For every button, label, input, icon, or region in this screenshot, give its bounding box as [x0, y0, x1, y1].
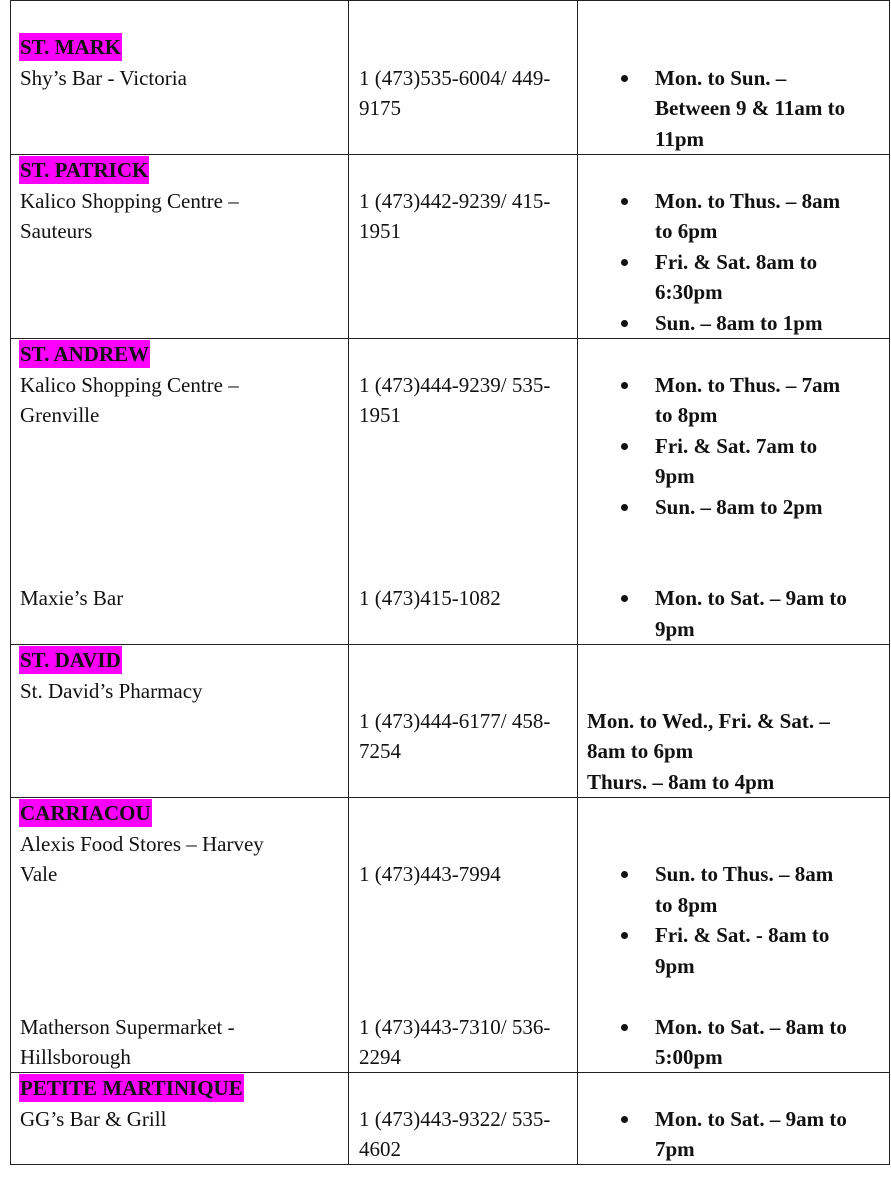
hours-text: Mon. to Sat. – 8am to: [655, 1015, 847, 1039]
vendor-name: Vale: [20, 862, 58, 886]
hours-text: Fri. & Sat. 7am to: [655, 434, 818, 458]
table-rule: [10, 1164, 890, 1165]
vendor-name: Hillsborough: [20, 1045, 131, 1069]
bullet-icon: [621, 1024, 628, 1031]
bullet-icon: [621, 75, 628, 82]
bullet-icon: [621, 871, 628, 878]
table-rule: [10, 644, 890, 645]
bullet-icon: [621, 382, 628, 389]
hours-text: 9pm: [655, 954, 695, 978]
bullet-icon: [621, 198, 628, 205]
bullet-icon: [621, 1116, 628, 1123]
vendor-name: Matherson Supermarket -: [20, 1015, 235, 1039]
vendor-phone: 1 (473)443-7310/ 536-: [359, 1015, 551, 1039]
hours-text: Mon. to Thus. – 7am: [655, 373, 841, 397]
hours-text: Sun. – 8am to 1pm: [655, 311, 823, 335]
table-rule: [577, 0, 578, 1165]
vendor-phone: 1 (473)444-9239/ 535-: [359, 373, 551, 397]
vendor-name: St. David’s Pharmacy: [20, 679, 203, 703]
vendor-name: Alexis Food Stores – Harvey: [20, 832, 264, 856]
hours-text: Mon. to Sat. – 9am to: [655, 1107, 847, 1131]
table-rule: [889, 0, 890, 1165]
hours-text: 11pm: [655, 127, 705, 151]
table-rule: [348, 0, 349, 1165]
bullet-icon: [621, 320, 628, 327]
region-heading: ST. ANDREW: [20, 342, 150, 366]
region-heading: PETITE MARTINIQUE: [20, 1076, 243, 1100]
vendor-name: Shy’s Bar - Victoria: [20, 66, 187, 90]
vendor-phone: 1 (473)443-9322/ 535-: [359, 1107, 551, 1131]
vendor-name: Maxie’s Bar: [20, 586, 124, 610]
table-rule: [10, 1072, 890, 1073]
region-heading: CARRIACOU: [20, 801, 151, 825]
hours-text: Mon. to Sat. – 9am to: [655, 586, 847, 610]
region-heading: ST. PATRICK: [20, 158, 149, 182]
hours-text: Mon. to Wed., Fri. & Sat. –: [587, 709, 830, 733]
table-rule: [10, 154, 890, 155]
vendor-name: Grenville: [20, 403, 100, 427]
vendor-name: Kalico Shopping Centre –: [20, 189, 239, 213]
hours-text: Between 9 & 11am to: [655, 96, 846, 120]
hours-text: 9pm: [655, 617, 695, 641]
hours-text: 8am to 6pm: [587, 739, 694, 763]
vendor-phone: 7254: [359, 739, 401, 763]
vendor-phone: 2294: [359, 1045, 401, 1069]
region-heading: ST. MARK: [20, 35, 122, 59]
hours-text: Sun. – 8am to 2pm: [655, 495, 823, 519]
bullet-icon: [621, 504, 628, 511]
hours-text: to 6pm: [655, 219, 718, 243]
bullet-icon: [621, 932, 628, 939]
vendor-phone: 1 (473)443-7994: [359, 862, 501, 886]
hours-text: Fri. & Sat. 8am to: [655, 250, 818, 274]
vendor-phone: 1 (473)535-6004/ 449-: [359, 66, 551, 90]
bullet-icon: [621, 259, 628, 266]
vendor-name: Kalico Shopping Centre –: [20, 373, 239, 397]
hours-text: 9pm: [655, 464, 695, 488]
vendor-name: GG’s Bar & Grill: [20, 1107, 167, 1131]
vendor-phone: 1 (473)444-6177/ 458-: [359, 709, 551, 733]
hours-text: Mon. to Sun. –: [655, 66, 787, 90]
hours-text: Sun. to Thus. – 8am: [655, 862, 834, 886]
vendor-phone: 1 (473)415-1082: [359, 586, 501, 610]
table-rule: [10, 0, 11, 1165]
vendor-phone: 9175: [359, 96, 401, 120]
hours-text: to 8pm: [655, 403, 718, 427]
table-rule: [10, 0, 890, 1]
hours-text: 7pm: [655, 1137, 695, 1161]
vendor-phone: 1951: [359, 403, 401, 427]
hours-text: 6:30pm: [655, 280, 723, 304]
hours-text: to 8pm: [655, 893, 718, 917]
vendor-phone: 4602: [359, 1137, 401, 1161]
bullet-icon: [621, 443, 628, 450]
vendor-phone: 1951: [359, 219, 401, 243]
bullet-icon: [621, 595, 628, 602]
vendor-phone: 1 (473)442-9239/ 415-: [359, 189, 551, 213]
hours-text: Thurs. – 8am to 4pm: [587, 770, 775, 794]
vendor-name: Sauteurs: [20, 219, 93, 243]
hours-text: 5:00pm: [655, 1045, 723, 1069]
region-heading: ST. DAVID: [20, 648, 121, 672]
hours-text: Mon. to Thus. – 8am: [655, 189, 841, 213]
hours-text: Fri. & Sat. - 8am to: [655, 923, 830, 947]
